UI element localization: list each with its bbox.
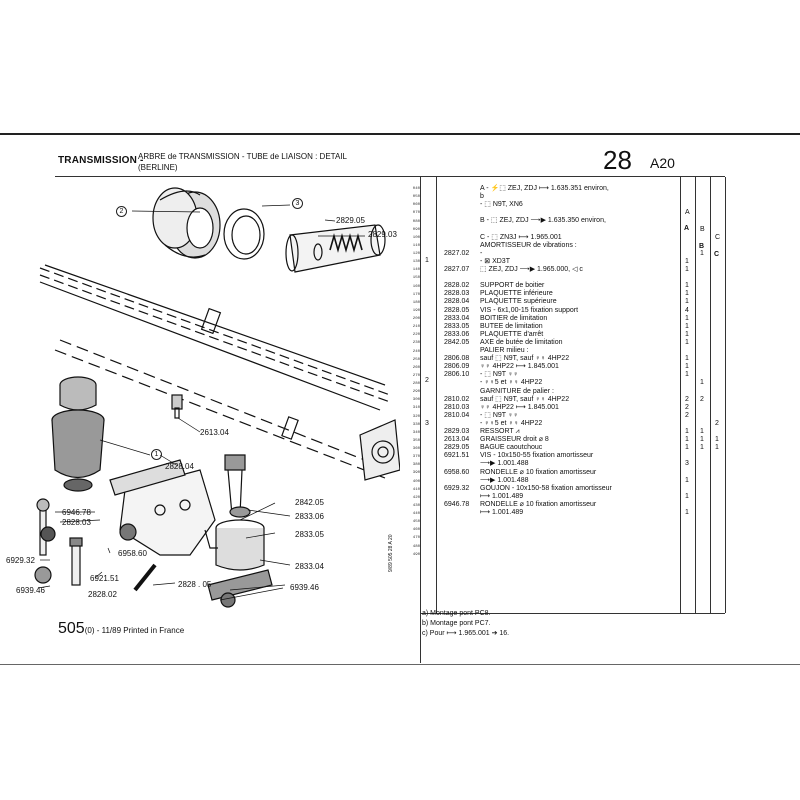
callout-2828-05: 2828 . 05 (178, 580, 212, 589)
quantity-cell: C (715, 233, 721, 241)
callout-2829-03: 2829.03 (368, 230, 397, 239)
ruler-line-number: 490 (412, 552, 420, 557)
callout-2828-04: 2828.04 (165, 462, 194, 471)
quantity-cell: 1 (685, 314, 689, 322)
part-description: RONDELLE ⌀ 10 fixation amortisseur (480, 500, 597, 508)
callout-2828-03: 2828.03 (62, 518, 91, 527)
part-description: sauf ⬚ N9T, sauf ♀♀ 4HP22 (480, 395, 570, 403)
table-row (444, 420, 684, 428)
ruler-line-number: 120 (412, 252, 420, 256)
part-description: SUPPORT de boitier (480, 282, 545, 290)
part-description: AXE de butée de limitation (480, 338, 563, 346)
part-description: C - ⬚ ZN3J ⟼ 1.965.001 (480, 233, 562, 241)
part-description: VIS - 6x1,00-15 fixation support (480, 306, 579, 314)
table-row (444, 217, 684, 225)
note-a: a) Montage pont PC8. (422, 610, 491, 617)
quantity-cell: A (685, 209, 690, 217)
quantity-cell: 1 (685, 444, 689, 452)
callout-circle-2: 2 (116, 206, 127, 217)
part-description: ⟶▶ 1.001.488 (480, 476, 529, 484)
ruler-line-number: 040 (412, 187, 420, 191)
table-row (444, 404, 684, 412)
table-row (444, 436, 684, 444)
ruler-line-number: 260 (412, 365, 420, 370)
part-reference: 2810.03 (444, 403, 470, 411)
part-reference: 2827.07 (444, 266, 470, 273)
part-reference: 2806.10 (444, 371, 470, 379)
part-reference: 2833.05 (444, 322, 470, 330)
ruler-line-number: 150 (412, 276, 420, 281)
ruler-line-number: 340 (412, 430, 420, 435)
part-description: - ⬚ N9T ♀♀ (480, 411, 519, 419)
part-description: B - ⬚ ZEJ, ZDJ ⟶▶ 1.635.350 environ, (480, 217, 606, 225)
part-description: ⟼ 1.001.489 (480, 509, 524, 516)
part-reference: 2810.02 (444, 395, 470, 403)
ruler-line-number: 220 (412, 333, 420, 338)
quantity-cell: 1 (700, 379, 704, 387)
callout-2613-04: 2613.04 (200, 428, 229, 437)
quantity-cell: 1 (685, 338, 689, 346)
ruler-line-number: 240 (412, 349, 420, 354)
table-row (444, 509, 684, 517)
ruler-line-number: 110 (412, 243, 420, 248)
part-reference: 2810.04 (444, 411, 470, 419)
quantity-cell: 1 (685, 330, 689, 338)
ruler-line-number: 410 (412, 487, 420, 492)
ruler-line-number: 070 (412, 211, 420, 216)
part-description: BAGUE caoutchouc (480, 444, 543, 452)
footer (58, 620, 184, 638)
ruler-line-number: 380 (412, 463, 420, 468)
callout-2833-05: 2833.05 (295, 530, 324, 539)
part-description: AMORTISSEUR de vibrations : (480, 241, 577, 249)
ruler-line-number: 130 (412, 260, 420, 265)
table-row (444, 363, 684, 371)
part-description: RONDELLE ⌀ 10 fixation amortisseur (480, 468, 597, 476)
part-reference: 6958.60 (444, 468, 470, 476)
part-reference: 2829.03 (444, 428, 470, 435)
ruler-line-number: 350 (412, 438, 420, 443)
table-row (444, 323, 684, 331)
callout-6939-46: 6939.46 (290, 583, 319, 592)
ruler-line-number: 360 (412, 447, 420, 451)
ruler-line-number: 290 (412, 390, 420, 395)
quantity-cell: 2 (685, 411, 689, 419)
ruler-line-number: 170 (412, 292, 420, 297)
level-marker: 1 (425, 257, 429, 264)
page-code: A20 (650, 155, 675, 171)
table-row (444, 290, 684, 298)
part-description: - ⊠ XD3T (480, 257, 510, 265)
table-row (444, 266, 684, 274)
table-row (444, 379, 684, 387)
table-row (444, 258, 684, 266)
table-row (444, 477, 684, 485)
part-description: - ♀♀5 et ♀♀ 4HP22 (480, 379, 543, 387)
ruler-line-number: 460 (412, 528, 420, 533)
table-row (444, 493, 684, 501)
level-marker: 2 (425, 377, 429, 384)
ruler-line-number: 230 (412, 341, 420, 346)
quantity-cell: 1 (685, 257, 689, 265)
ruler-line-number: 250 (412, 357, 420, 362)
table-row (444, 193, 684, 201)
note-c: c) Pour ⟼ 1.965.001 ➔ 16. (422, 630, 510, 637)
ruler-line-number: 090 (412, 227, 420, 232)
part-description: BUTEE de limitation (480, 322, 543, 330)
part-reference: 6921.51 (444, 452, 470, 460)
callout-6939-46-bottom: 6939.46 (16, 586, 45, 595)
part-reference: 2806.08 (444, 355, 470, 363)
note-b: b) Montage pont PC7. (422, 620, 491, 627)
table-divider-ruler (420, 177, 421, 663)
ruler-line-number: 280 (412, 382, 420, 386)
table-row (444, 315, 684, 323)
part-description: GOUJON - 10x150-58 fixation amortisseur (480, 484, 612, 492)
header-rule (55, 176, 725, 177)
part-description: - ♀♀5 et ♀♀ 4HP22 (480, 419, 543, 427)
ruler-line-number: 420 (412, 495, 420, 500)
table-row (444, 339, 684, 347)
table-row (444, 250, 684, 258)
part-reference: 2833.06 (444, 330, 470, 338)
ruler-line-number: 050 (412, 195, 420, 200)
ruler-line-number: 400 (412, 479, 420, 484)
ring-drawing (224, 209, 264, 259)
ruler-line-number: 330 (412, 422, 420, 427)
ruler-line-number: 320 (412, 414, 420, 419)
table-row (444, 307, 684, 315)
callout-2833-06: 2833.06 (295, 512, 324, 521)
part-reference: 2829.05 (444, 444, 470, 452)
part-description: PALIER milieu : (480, 347, 529, 354)
part-reference: 2828.02 (444, 282, 470, 290)
part-reference: 6929.32 (444, 484, 470, 492)
part-description: ⟶▶ 1.001.488 (480, 460, 529, 468)
part-reference: 2828.05 (444, 306, 470, 314)
quantity-cell: 1 (685, 363, 689, 371)
table-row (444, 469, 684, 477)
ruler-line-number: 430 (412, 503, 420, 508)
section-subtitle: ARBRE de TRANSMISSION - TUBE de LIAISON : DETAIL (BERLINE) (138, 152, 347, 172)
ruler-line-number: 160 (412, 284, 420, 289)
ruler-line-number: 180 (412, 300, 420, 305)
part-description: ⬚ ZEJ, ZDJ ⟶▶ 1.965.000, ◁ c (480, 266, 583, 273)
part-reference: 2806.09 (444, 363, 470, 371)
quantity-cell: 1 (685, 355, 689, 363)
page-number-large: 28 (603, 145, 632, 175)
ruler-line-number: 450 (412, 520, 420, 525)
column-c-header: C (714, 251, 720, 258)
table-row (444, 274, 684, 282)
part-description: BOITIER de limitation (480, 314, 548, 322)
part-description: ♀♀ 4HP22 ⟼ 1.845.001 (480, 403, 559, 411)
part-description: - ⬚ N9T, XN6 (480, 201, 523, 209)
part-reference: 2842.05 (444, 338, 470, 346)
part-reference: 2828.04 (444, 298, 470, 306)
callout-2828-02: 2828.02 (88, 590, 117, 599)
footer-page: 505 (58, 620, 85, 637)
top-rule (0, 133, 800, 135)
table-row (444, 501, 684, 509)
part-description: - ⬚ N9T ♀♀ (480, 371, 519, 379)
bottom-rule (0, 664, 800, 665)
table-row (444, 428, 684, 436)
quantity-cell: 1 (685, 290, 689, 298)
part-description: sauf ⬚ N9T, sauf ♀♀ 4HP22 (480, 355, 570, 363)
table-row (444, 242, 684, 250)
ruler-line-number: 440 (412, 512, 420, 516)
limiter-block-drawing (208, 507, 272, 600)
callout-6958-60: 6958.60 (118, 549, 147, 558)
ruler-line-number: 140 (412, 268, 420, 273)
ruler-line-number: 310 (412, 406, 420, 411)
table-row (444, 185, 684, 193)
level-marker: 3 (425, 420, 429, 427)
part-description: VIS - 10x150-55 fixation amortisseur (480, 452, 594, 460)
ruler-line-number: 300 (412, 398, 420, 403)
quantity-cell: 1 (685, 428, 689, 435)
part-description: - (480, 249, 483, 257)
part-description: b (480, 193, 484, 201)
callout-6921-51: 6921.51 (90, 574, 119, 583)
part-reference: 2827.02 (444, 249, 470, 257)
ruler-line-number: 060 (412, 203, 420, 208)
quantity-cell: 1 (685, 322, 689, 330)
part-description: PLAQUETTE supérieure (480, 298, 557, 306)
table-row (444, 460, 684, 468)
table-row (444, 388, 684, 396)
footer-print-info: (0) - 11/89 Printed in France (84, 626, 185, 635)
table-row (444, 355, 684, 363)
quantity-cell: 1 (685, 298, 689, 306)
vertical-reference: 9/89 505 28 A 20 (388, 534, 394, 572)
part-description: GARNITURE de palier : (480, 387, 554, 395)
quantity-cell: 1 (685, 282, 689, 290)
grease-nipple-drawing (172, 395, 182, 418)
quantity-cell: 2 (700, 395, 704, 403)
flange-drawing (360, 420, 400, 480)
table-row (444, 444, 684, 452)
section-title: TRANSMISSION - (58, 155, 144, 166)
ruler-line-number: 080 (412, 219, 420, 224)
part-reference: 6946.78 (444, 500, 470, 508)
quantity-cell: 1 (700, 444, 704, 452)
callout-6946-78: 6946.78 (62, 508, 91, 517)
table-divider-b (695, 177, 696, 613)
quantity-cell: 2 (685, 395, 689, 403)
ruler-line-number: 390 (412, 471, 420, 476)
quantity-cell: 1 (715, 444, 719, 452)
exploded-diagram (20, 180, 400, 620)
quantity-cell: 1 (685, 371, 689, 379)
ruler-line-number: 190 (412, 308, 420, 313)
table-row (444, 201, 684, 209)
quantity-cell: 1 (685, 492, 689, 500)
table-row (444, 412, 684, 420)
ruler-line-number: 100 (412, 235, 420, 240)
table-row (444, 282, 684, 290)
table-row (444, 234, 684, 242)
callout-2829-05: 2829.05 (336, 216, 365, 225)
part-description: ⟼ 1.001.489 (480, 492, 524, 500)
quantity-cell: 1 (685, 476, 689, 484)
quantity-cell: 2 (715, 419, 719, 427)
quantity-cell: 2 (685, 403, 689, 411)
callout-6929-32: 6929.32 (6, 556, 35, 565)
table-divider-end (725, 177, 726, 613)
table-row (444, 331, 684, 339)
table-row (444, 396, 684, 404)
part-description: A - ⚡⬚ ZEJ, ZDJ ⟼ 1.635.351 environ, (480, 185, 609, 192)
part-description: GRAISSEUR droit ⌀ 8 (480, 436, 549, 444)
table-row (444, 298, 684, 306)
quantity-cell: 1 (685, 509, 689, 516)
part-description: PLAQUETTE d'arrêt (480, 330, 544, 338)
callout-circle-3: 3 (292, 198, 303, 209)
ruler-line-number: 470 (412, 536, 420, 541)
quantity-cell: 1 (700, 428, 704, 435)
column-b-header: B (699, 243, 705, 250)
part-description: PLAQUETTE inférieure (480, 290, 553, 298)
callout-2842-05: 2842.05 (295, 498, 324, 507)
quantity-cell: 1 (715, 436, 719, 444)
table-row (444, 209, 684, 217)
table-divider-c (710, 177, 711, 613)
quantity-cell: 1 (685, 436, 689, 444)
quantity-cell: 1 (700, 436, 704, 444)
table-row (444, 371, 684, 379)
table-row (444, 226, 684, 234)
ruler-line-number: 270 (412, 373, 420, 378)
part-reference: 2613.04 (444, 436, 470, 444)
callout-2833-04: 2833.04 (295, 562, 324, 571)
ruler-line-number: 370 (412, 455, 420, 460)
column-a-header: A (684, 225, 690, 232)
quantity-cell: 4 (685, 306, 689, 314)
part-reference: 2833.04 (444, 314, 470, 322)
quantity-cell: B (700, 225, 705, 233)
damper-drawing (52, 377, 104, 491)
callout-circle-1: 1 (151, 449, 162, 460)
table-divider-level (436, 177, 437, 613)
ruler-line-number: 200 (412, 317, 420, 321)
part-description: ♀♀ 4HP22 ⟼ 1.845.001 (480, 363, 559, 371)
ruler-line-number: 480 (412, 544, 420, 549)
table-row (444, 485, 684, 493)
bearing-drawing (153, 188, 220, 258)
table-row (444, 452, 684, 460)
part-description: RESSORT ⩘ (480, 428, 520, 435)
table-row (444, 347, 684, 355)
quantity-cell: 1 (700, 249, 704, 257)
ruler-line-number: 210 (412, 325, 420, 330)
quantity-cell: 3 (685, 460, 689, 468)
quantity-cell: 1 (685, 266, 689, 273)
part-reference: 2828.03 (444, 290, 470, 298)
